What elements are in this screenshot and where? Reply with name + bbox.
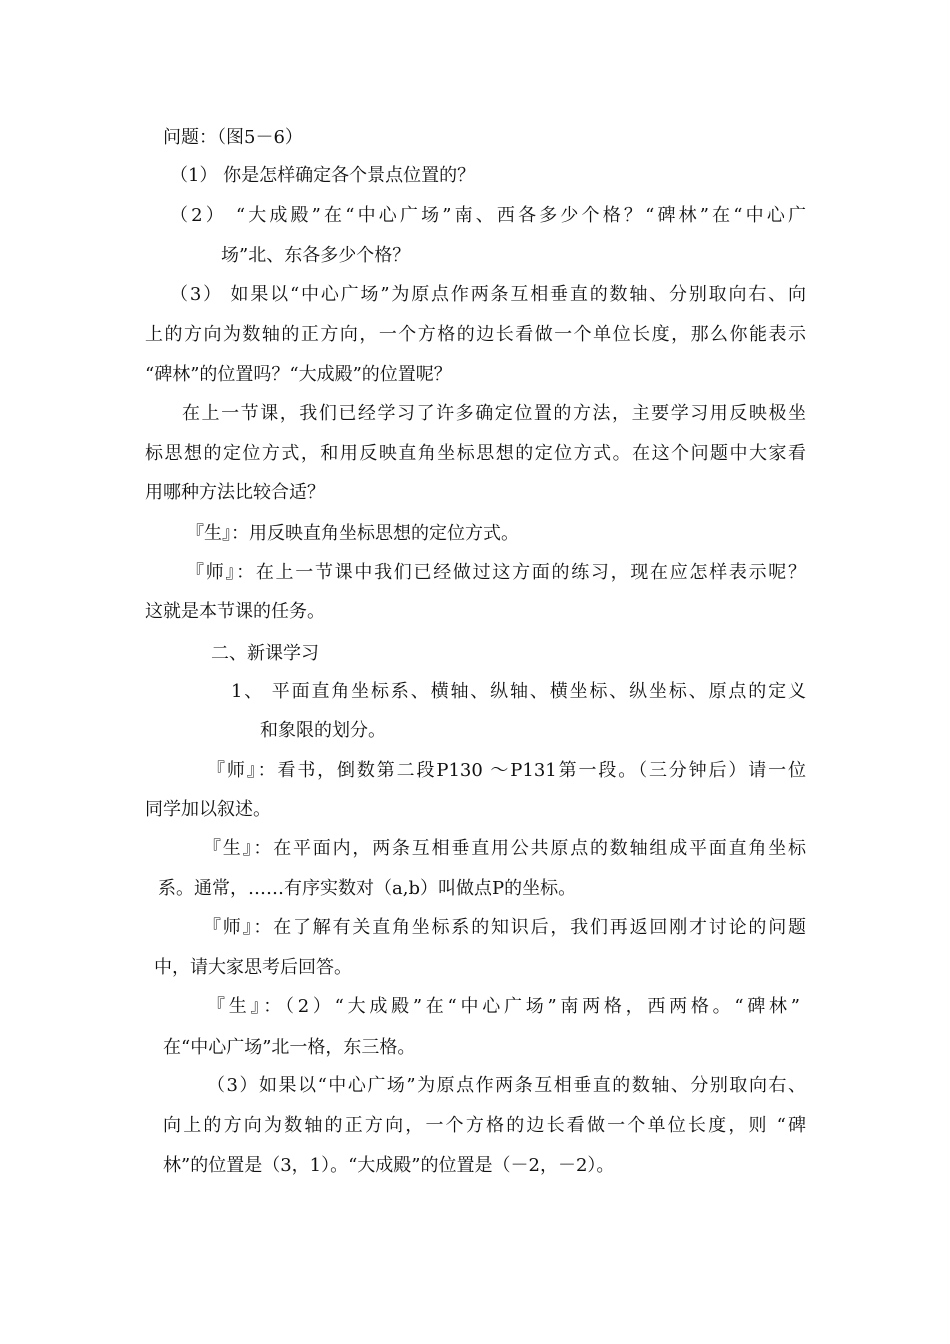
answer-3-line-3: 林”的位置是（3，1）。“大成殿”的位置是（－2，－2）。 <box>163 1155 615 1176</box>
student-answer-1: 『生』：用反映直角坐标思想的定位方式。 <box>186 523 519 544</box>
student-answer-3-line-2: 在“中心广场”北一格，东三格。 <box>163 1037 416 1058</box>
section-heading-new-lesson: 二、新课学习 <box>211 643 319 664</box>
intro-paragraph-line-1: 在上一节课，我们已经学习了许多确定位置的方法，主要学习用反映极坐 <box>182 403 806 424</box>
student-answer-2-line-2: 系。通常，……有序实数对（a,b）叫做点P的坐标。 <box>158 878 577 899</box>
problem-heading: 问题：（图5－6） <box>163 127 303 148</box>
topic-1-line-1: 1、 平面直角坐标系、横轴、纵轴、横坐标、纵坐标、原点的定义 <box>231 681 806 702</box>
topic-1-line-2: 和象限的划分。 <box>260 720 386 741</box>
intro-paragraph-line-3: 用哪种方法比较合适？ <box>145 482 325 503</box>
teacher-remark-1-line-2: 这就是本节课的任务。 <box>145 601 325 622</box>
teacher-remark-2-line-1: 『师』：看书，倒数第二段P130 ～P131第一段。（三分钟后）请一位 <box>207 760 806 781</box>
answer-3-line-2: 向上的方向为数轴的正方向，一个方格的边长看做一个单位长度，则 “碑 <box>163 1115 806 1136</box>
teacher-remark-3-line-1: 『师』：在了解有关直角坐标系的知识后，我们再返回刚才讨论的问题 <box>203 917 806 938</box>
question-3-line-2: 上的方向为数轴的正方向，一个方格的边长看做一个单位长度，那么你能表示 <box>145 324 806 345</box>
question-2-line-1: （2） “大成殿”在“中心广场”南、西各多少个格？“碑林”在“中心广 <box>170 205 806 226</box>
question-3-line-1: （3） 如果以“中心广场”为原点作两条互相垂直的数轴、分别取向右、向 <box>170 284 806 305</box>
question-3-line-3: “碑林”的位置吗？“大成殿”的位置呢？ <box>145 364 452 385</box>
teacher-remark-2-line-2: 同学加以叙述。 <box>145 799 271 820</box>
question-1: （1） 你是怎样确定各个景点位置的？ <box>170 165 476 186</box>
answer-3-line-1: （3）如果以“中心广场”为原点作两条互相垂直的数轴、分别取向右、 <box>207 1075 806 1096</box>
teacher-remark-3-line-2: 中，请大家思考后回答。 <box>154 957 352 978</box>
question-2-line-2: 场”北、东各多少个格？ <box>221 245 411 266</box>
student-answer-3-line-1: 『生』：（2）“大成殿”在“中心广场”南两格，西两格。“碑林” <box>207 996 800 1017</box>
student-answer-2-line-1: 『生』：在平面内，两条互相垂直用公共原点的数轴组成平面直角坐标 <box>203 838 806 859</box>
intro-paragraph-line-2: 标思想的定位方式，和用反映直角坐标思想的定位方式。在这个问题中大家看 <box>145 443 806 464</box>
teacher-remark-1-line-1: 『师』：在上一节课中我们已经做过这方面的练习，现在应怎样表示呢？ <box>186 562 806 583</box>
